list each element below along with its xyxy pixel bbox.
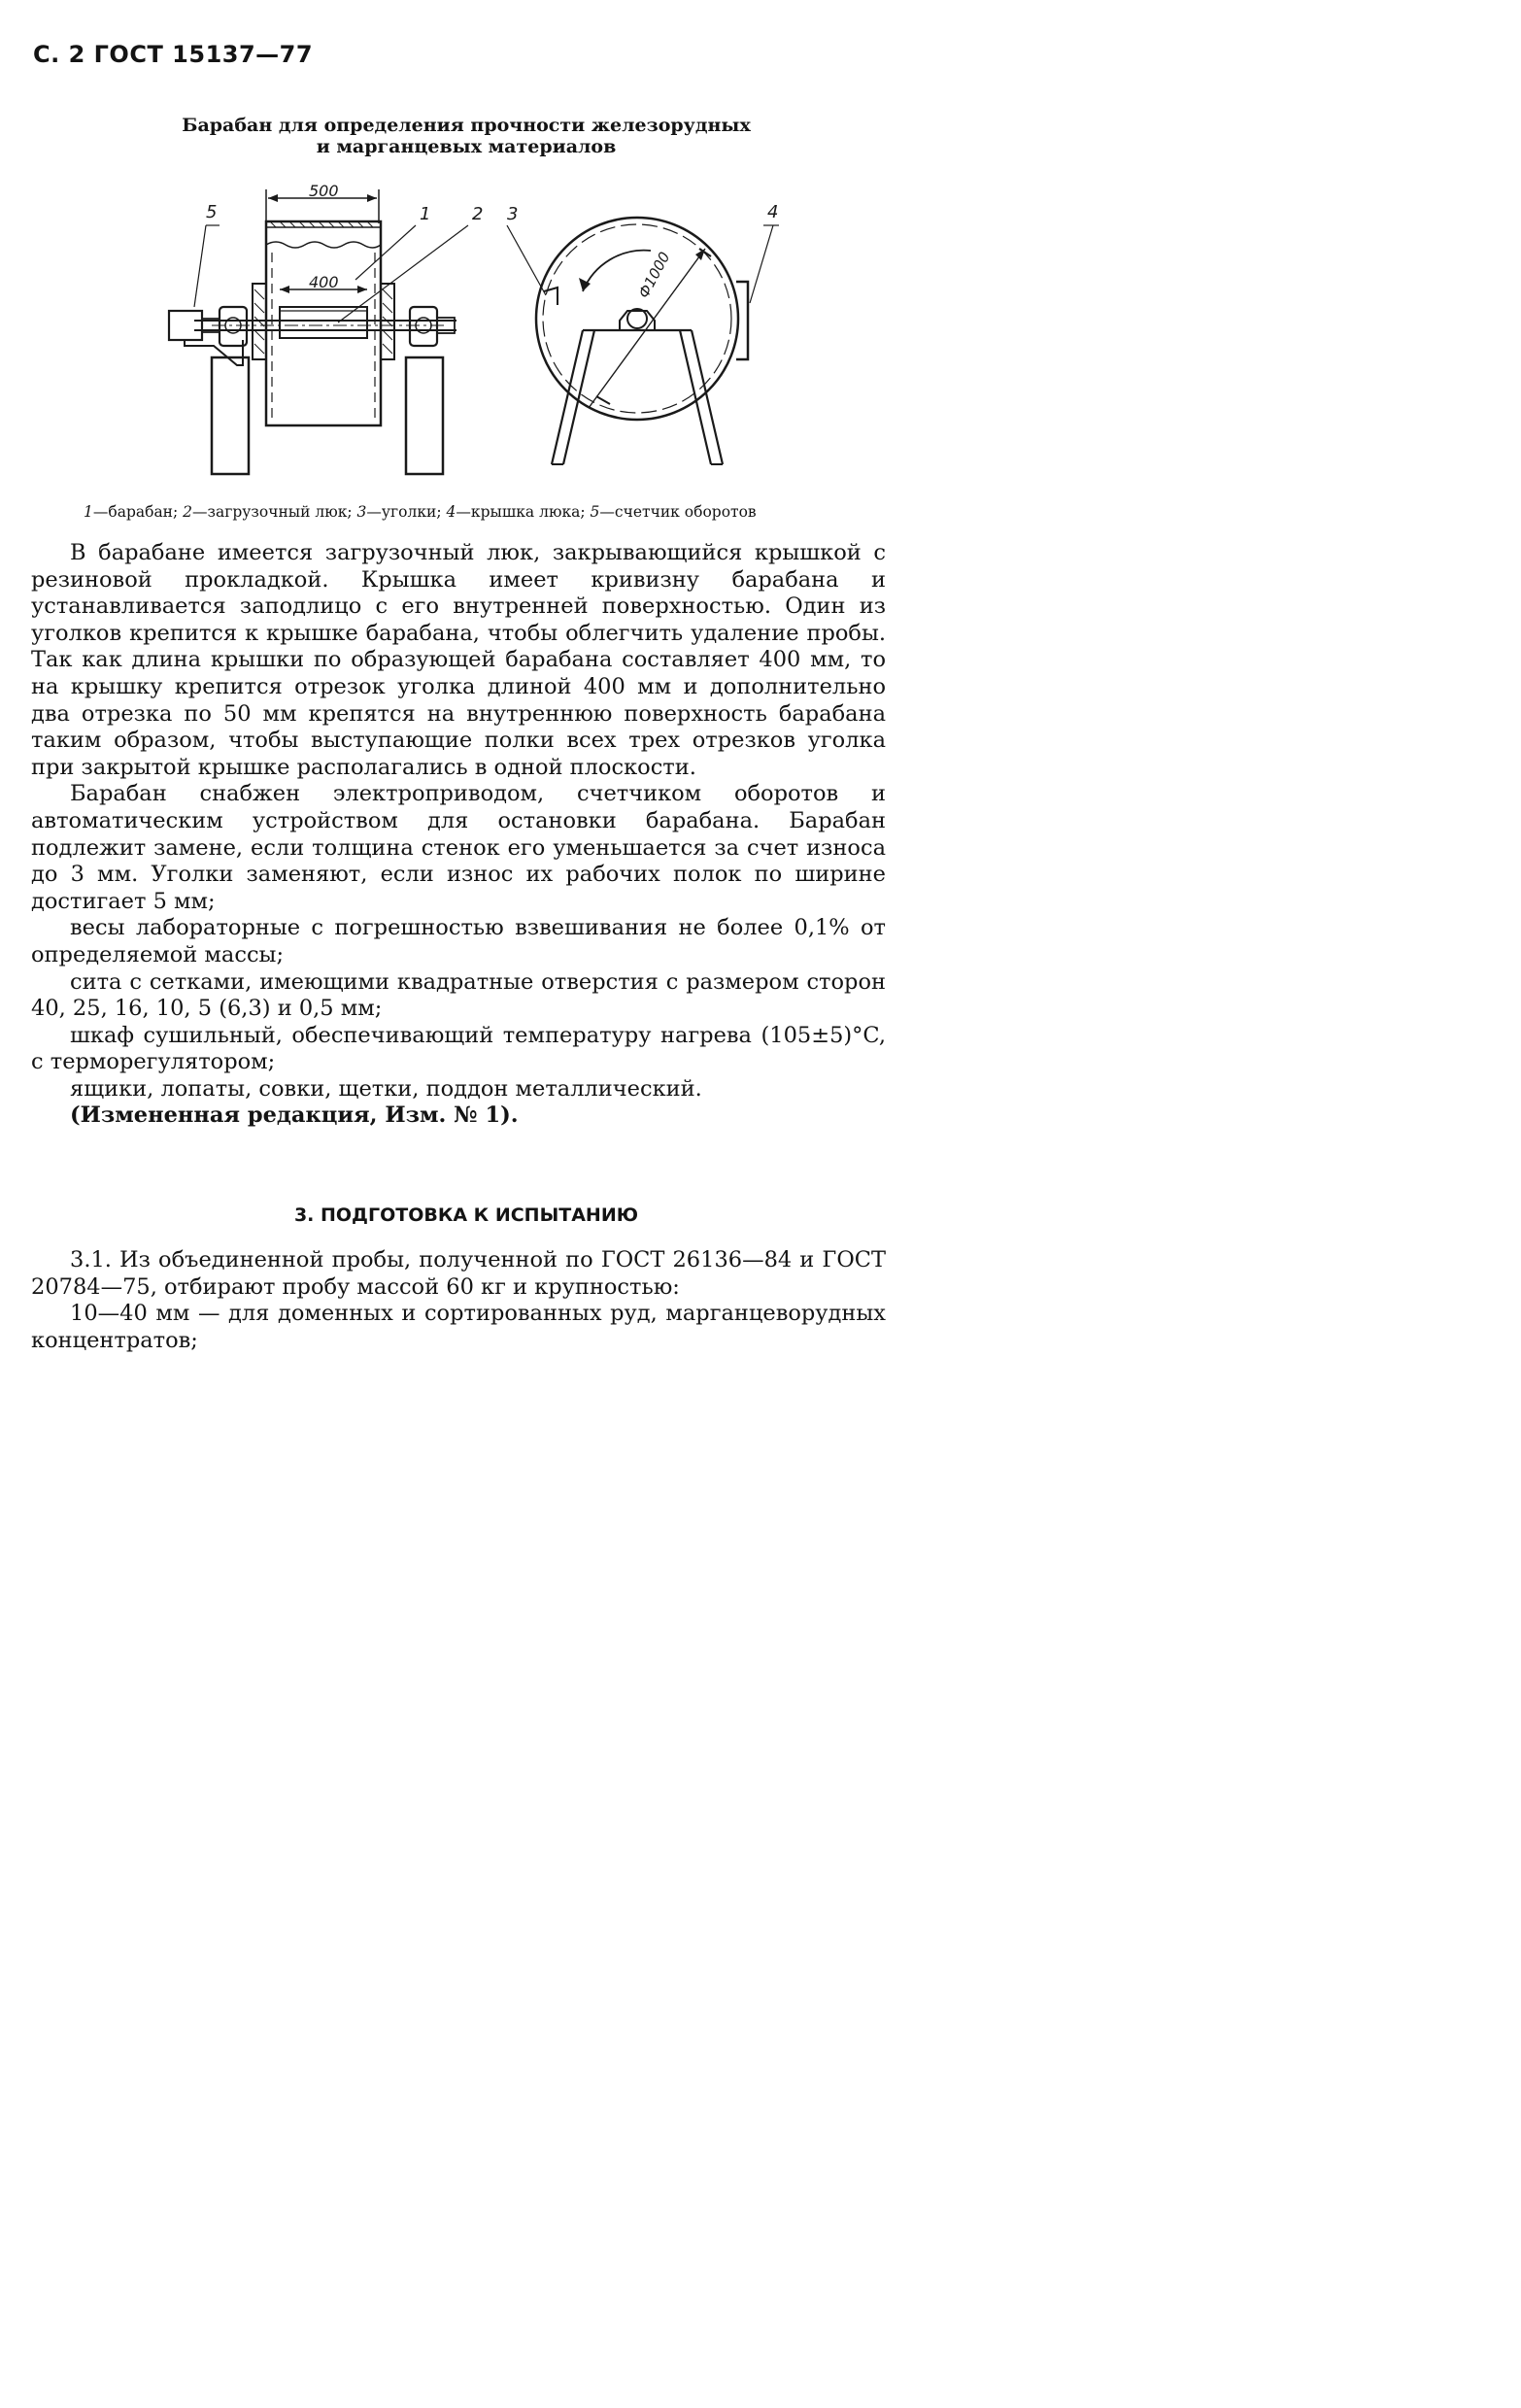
side-view (169, 182, 483, 474)
paragraph-drive: Барабан снабжен электроприводом, счетчиком оборотов и автоматическим устройством для остановки барабана. Барабан подлежит замене, если толщина стенок его уменьшается за счет износа до 3 мм. Уголки заменяют, если износ их рабочих полок по ширине достигает 5 мм; (31, 781, 886, 914)
section-title: 3. ПОДГОТОВКА К ИСПЫТАНИЮ (293, 1204, 639, 1226)
paragraph-drum-hatch: В барабане имеется загрузочный люк, закрывающийся крышкой с резиновой прокладкой. Крышка имеет кривизну барабана и устанавливается заподлицо с его внутренней поверхностью. Один из уголков крепится к крышке барабана, чтобы облегчить удаление пробы. Так как длина крышки по образующей барабана составляет 400 мм, то на крышку крепится отрезок уголка длиной 400 мм и дополнительно два отрезка по 50 мм крепятся на внутреннюю поверхность барабана таким образом, чтобы выступающие полки всех трех отрезков уголка при закрытой крышке располагались в одной плоскости. (31, 540, 886, 780)
legend-item: 4—крышка люка; (446, 503, 591, 521)
callout-3: 3 (507, 204, 519, 224)
callout-5: 5 (206, 202, 218, 222)
paragraph-amendment: (Измененная редакция, Изм. № 1). (70, 1102, 519, 1129)
dim-diameter-label: Ф1000 (634, 249, 674, 301)
paragraph-oven: шкаф сушильный, обеспечивающий температуру нагрева (105±5)°C, с терморегулятором; (31, 1022, 886, 1075)
legend-item: 1—барабан; (84, 503, 184, 521)
legend-item: 5—счетчик оборотов (590, 503, 757, 521)
section-text (31, 1247, 886, 1354)
callout-4: 4 (767, 202, 779, 222)
figure-title-line2: и марганцевых материалов (316, 136, 617, 157)
end-view (507, 202, 779, 464)
drum-drawing (155, 175, 816, 495)
page-header: С. 2 ГОСТ 15137—77 (33, 41, 314, 68)
figure-title-line1: Барабан для определения прочности железорудных (182, 115, 751, 136)
paragraph-size-range: 10—40 мм — для доменных и сортированных руд, марганцеворудных концентратов; (31, 1301, 886, 1353)
dim-500-label: 500 (309, 182, 339, 200)
paragraph-scales: весы лабораторные с погрешностью взвешивания не более 0,1% от определяемой массы; (31, 915, 886, 967)
callout-1: 1 (420, 204, 431, 224)
body-text (31, 540, 886, 1130)
dim-400-label: 400 (309, 273, 339, 291)
figure-legend (84, 503, 757, 521)
legend-item: 3—уголки; (356, 503, 447, 521)
callout-2: 2 (472, 204, 484, 224)
paragraph-3-1: 3.1. Из объединенной пробы, полученной по ГОСТ 26136—84 и ГОСТ 20784—75, отбирают пробу массой 60 кг и крупностью: (31, 1247, 886, 1300)
paragraph-sieves: сита с сетками, имеющими квадратные отверстия с размером сторон 40, 25, 16, 10, 5 (6,3) и 0,5 мм; (31, 968, 886, 1022)
legend-item: 2—загрузочный люк; (183, 503, 357, 521)
paragraph-tools: ящики, лопаты, совки, щетки, поддон металлический. (70, 1075, 702, 1102)
